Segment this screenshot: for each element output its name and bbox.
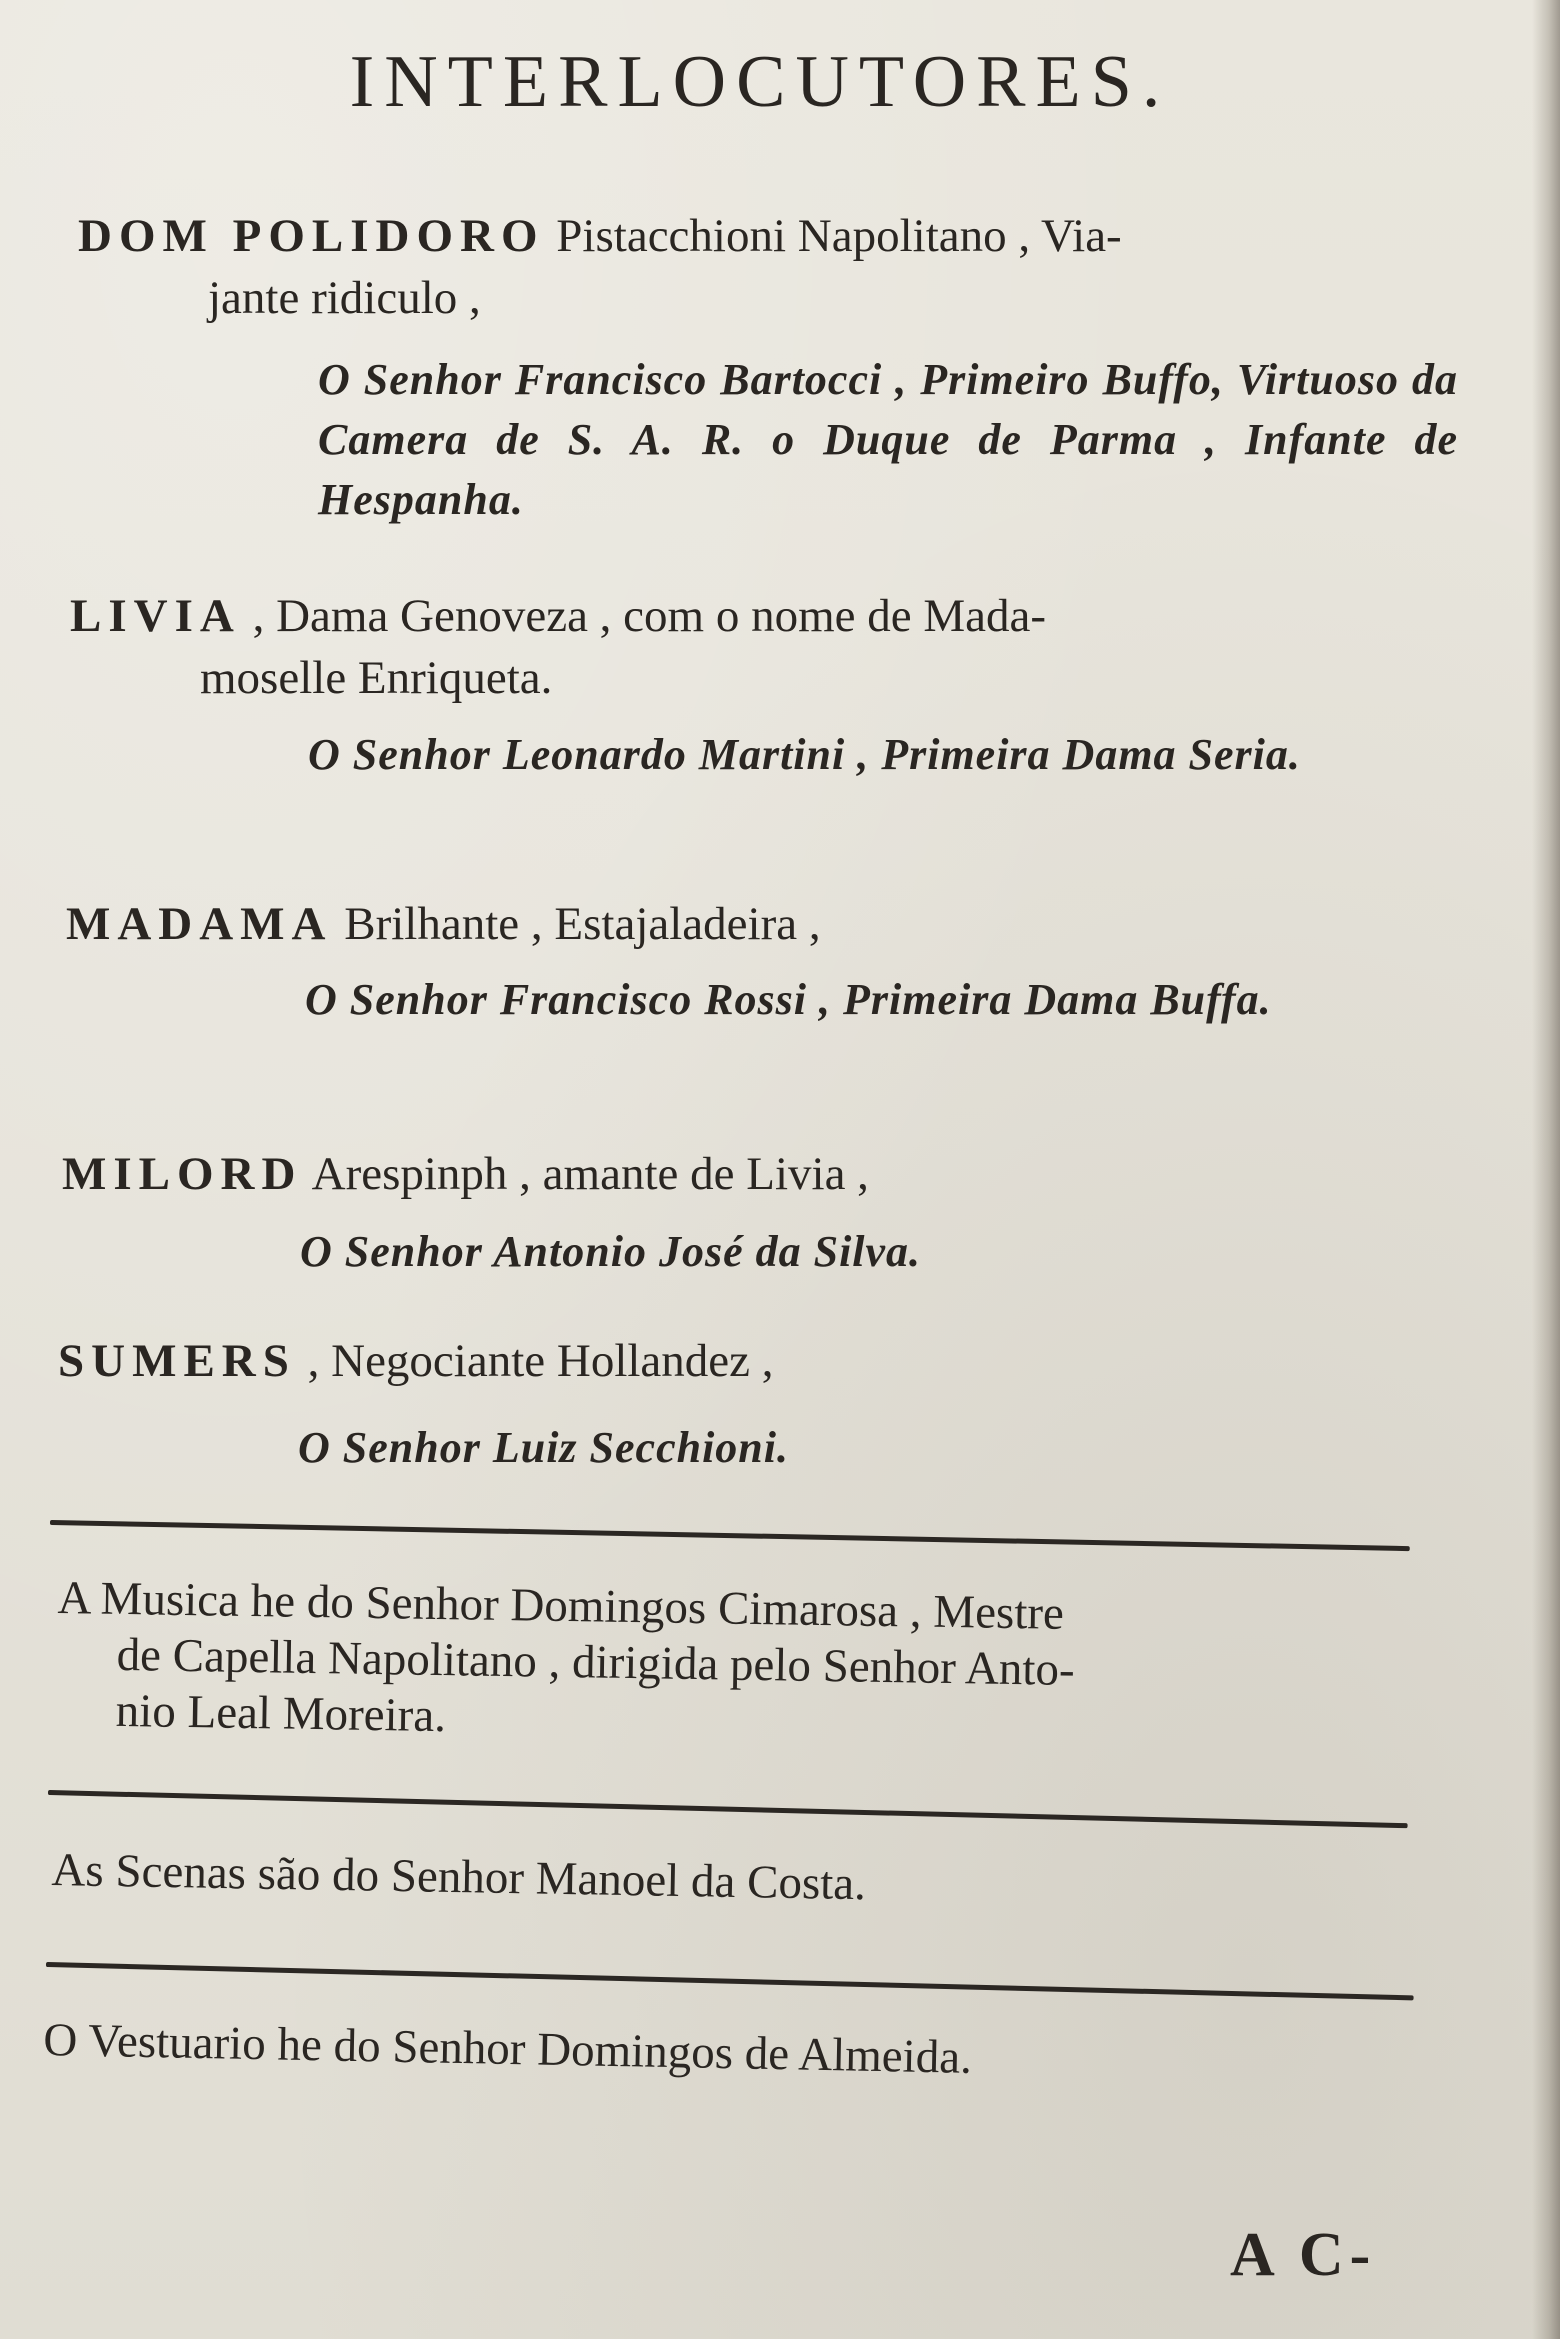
singer-credit: O Senhor Leonardo Martini , Primeira Dama Seria. [308,730,1301,779]
music-credit-line: nio Leal Moreira. [115,1684,447,1743]
divider-rule [48,1790,1408,1828]
divider-rule [50,1520,1410,1551]
role-description: , Negociante Hollandez , [307,1335,774,1387]
role-name: MILORD [62,1148,303,1200]
singer-credit: O Senhor Francisco Bartocci , Primeiro Buffo, Virtuoso da Camera de S. A. R. o Duque de Parma , Infante de Hespanha. [318,355,1458,524]
costumes-credit: O Vestuario he do Senhor Domingos de Almeida. [42,2013,973,2084]
singer-credit: O Senhor Francisco Rossi , Primeira Dama Buffa. [305,975,1272,1024]
role-name: LIVIA [70,590,241,642]
music-credit-line: A Musica he do Senhor Domingos Cimarosa , Mestre [57,1571,1065,1640]
page-title: INTERLOCUTORES. [349,41,1171,123]
page-edge-shadow [1532,0,1560,2339]
role-description: Brilhante , Estajaladeira , [344,898,821,950]
role-description: , Dama Genoveza , com o nome de Mada- [252,590,1047,642]
catchword: A C- [1230,2221,1377,2289]
role-name: MADAMA [66,898,333,950]
role-description-cont: moselle Enriqueta. [200,652,553,704]
role-dom-polidoro [78,205,1478,329]
music-credit [55,1570,1457,1760]
role-name: SUMERS [58,1335,296,1387]
role-sumers [58,1330,1458,1392]
role-description-cont: jante ridiculo , [208,272,481,324]
singer-credit: O Senhor Luiz Secchioni. [298,1423,789,1472]
music-credit-line: de Capella Napolitano , dirigida pelo Senhor Anto- [116,1628,1076,1696]
role-description: Arespinph , amante de Livia , [311,1148,869,1200]
role-name: DOM POLIDORO [78,210,545,262]
role-madama [66,893,1466,955]
role-description: Pistacchioni Napolitano , Via- [556,210,1122,262]
divider-rule [46,1962,1414,2000]
role-milord [62,1143,1462,1205]
role-livia [70,585,1470,709]
scenes-credit: As Scenas são do Senhor Manoel da Costa. [51,1843,867,1911]
singer-credit: O Senhor Antonio José da Silva. [300,1227,922,1276]
